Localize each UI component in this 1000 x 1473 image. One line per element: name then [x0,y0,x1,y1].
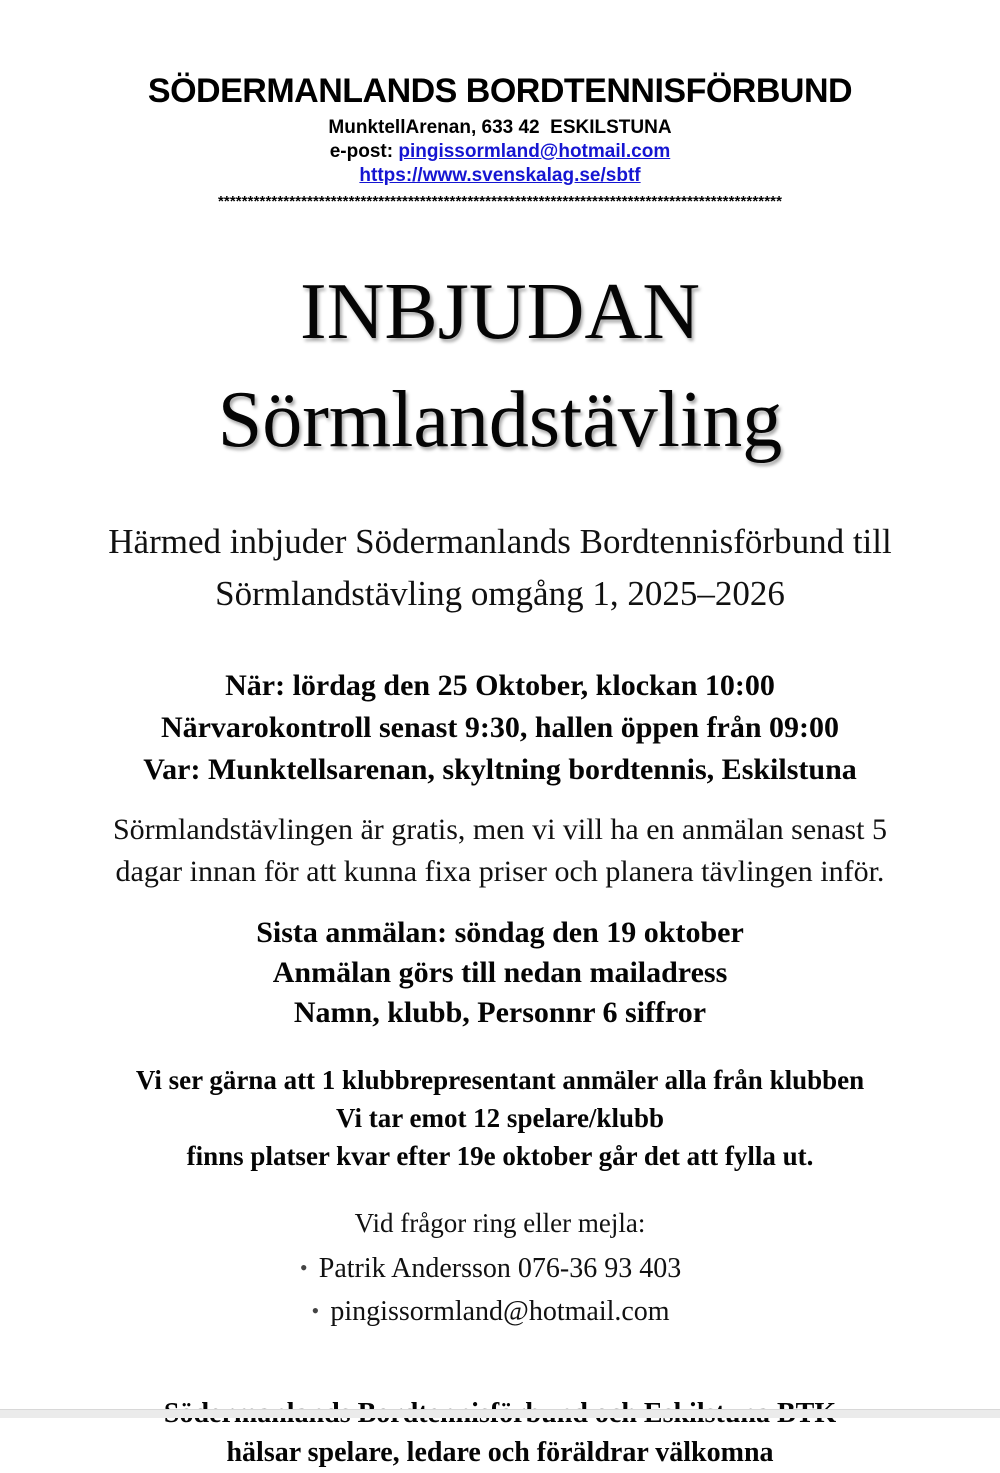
email-link[interactable]: pingissormland@hotmail.com [398,140,671,162]
org-website-line [0,165,1000,187]
club-representative-info [0,1061,1000,1176]
title-line-1: INBJUDAN [300,267,700,356]
letterhead [0,0,1000,210]
fee-line-2: dagar innan för att kunna fixa priser och planera tävlingen inför. [115,854,885,888]
list-item [0,1290,1000,1333]
intro-line-2: Sörmlandstävling omgång 1, 2025–2026 [215,574,785,614]
event-details [0,665,1000,791]
page-bottom-edge [0,1409,1000,1418]
registration-deadline [0,913,1000,1033]
deadline-method: Anmälan görs till nedan mailadress [272,955,728,989]
closing-line-2: hälsar spelare, ledare och föräldrar välkomna [226,1437,774,1469]
event-checkin: Närvarokontroll senast 9:30, hallen öppen från 09:00 [160,710,840,744]
clubrep-line-3: finns platser kvar efter 19e oktober går det att fylla ut. [186,1141,814,1172]
deadline-info: Namn, klubb, Personnr 6 siffror [293,995,707,1029]
deadline-date: Sista anmälan: söndag den 19 oktober [256,915,744,949]
bullet-icon: • [299,1254,308,1280]
document-title [0,258,1000,474]
intro-line-1: Härmed inbjuder Södermanlands Bordtennisförbund till [108,521,892,561]
event-when: När: lördag den 25 Oktober, klockan 10:00 [225,668,775,702]
contact-heading: Vid frågor ring eller mejla: [354,1207,646,1238]
clubrep-line-2: Vi tar emot 12 spelare/klubb [335,1102,664,1133]
contact-email: pingissormland@hotmail.com [330,1296,670,1328]
website-link[interactable]: https://www.svenskalag.se/sbtf [359,164,641,186]
clubrep-line-1: Vi ser gärna att 1 klubbrepresentant anmäler alla från klubben [135,1064,865,1095]
fee-paragraph [0,809,1000,893]
event-where: Var: Munktellsarenan, skyltning bordtennis, Eskilstuna [143,752,857,786]
star-divider: *********************************************************************************************** [217,192,783,210]
email-label: e-post: [329,140,399,162]
fee-line-1: Sörmlandstävlingen är gratis, men vi vill ha en anmälan senast 5 [113,812,887,846]
org-email-line [0,141,1000,163]
bullet-icon: • [311,1298,320,1324]
title-line-2: Sörmlandstävling [217,375,783,464]
org-name: SÖDERMANLANDS BORDTENNISFÖRBUND [147,72,853,110]
contact-section [0,1206,1000,1334]
contact-phone: Patrik Andersson 076-36 93 403 [318,1252,682,1284]
list-item [0,1247,1000,1290]
intro-paragraph [0,516,1000,621]
closing-message [0,1395,1000,1472]
contact-list [0,1247,1000,1334]
org-address: MunktellArenan, 633 42 ESKILSTUNA [328,117,672,139]
